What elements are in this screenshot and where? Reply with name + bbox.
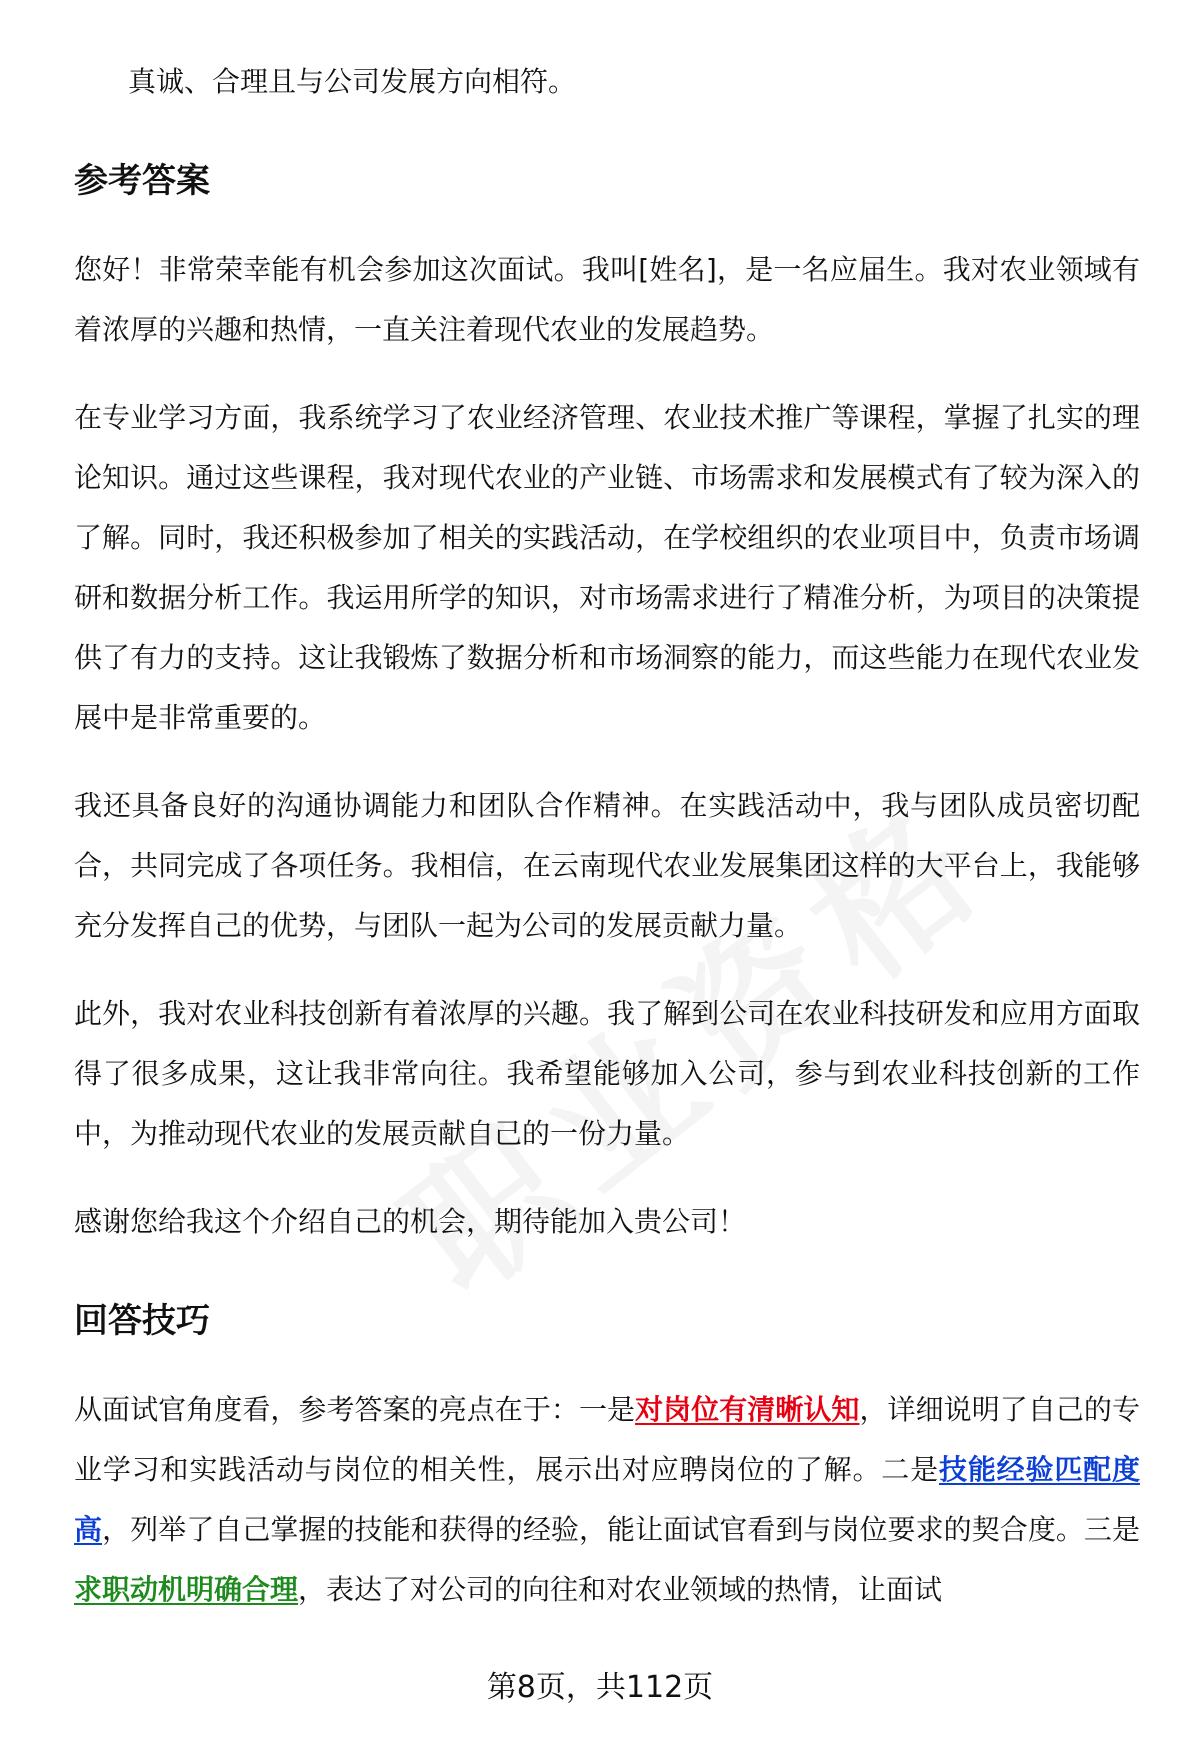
- section-heading-reference-answer: 参考答案: [74, 161, 210, 201]
- page-content: [74, 52, 1140, 1620]
- tips-text: ，列举了自己掌握的技能和获得的经验，能让面试官看到与岗位要求的契合度。三是: [102, 1513, 1140, 1546]
- highlight-skill-match: 技能经验匹配度高: [74, 1453, 1140, 1546]
- answer-paragraph: 感谢您给我这个介绍自己的机会，期待能加入贵公司！: [74, 1205, 747, 1238]
- page-number-footer: 第8页，共112页: [486, 1670, 714, 1705]
- tips-text: ，表达了对公司的向往和对农业领域的热情，让面试: [298, 1573, 943, 1606]
- tips-text: 从面试官角度看，参考答案的亮点在于：一是: [74, 1393, 636, 1426]
- answer-paragraph: 在专业学习方面，我系统学习了农业经济管理、农业技术推广等课程，掌握了扎实的理论知识。通过这些课程，我对现代农业的产业链、市场需求和发展模式有了较为深入的了解。同时，我还积极参加了相关的实践活动，在学校组织的农业项目中，负责市场调研和数据分析工作。我运用所学的知识，对市场需求进行了精准分析，为项目的决策提供了有力的支持。这让我锻炼了数据分析和市场洞察的能力，而这些能力在现代农业发展中是非常重要的。: [74, 401, 1140, 734]
- highlight-role-understanding: 对岗位有清晰认知: [635, 1393, 860, 1426]
- intro-fragment: 真诚、合理且与公司发展方向相符。: [128, 65, 577, 98]
- answer-paragraph: 我还具备良好的沟通协调能力和团队合作精神。在实践活动中，我与团队成员密切配合，共同完成了各项任务。我相信，在云南现代农业发展集团这样的大平台上，我能够充分发挥自己的优势，与团队一起为公司的发展贡献力量。: [74, 789, 1140, 942]
- tips-paragraph: [74, 1380, 1140, 1620]
- answer-paragraph: 此外，我对农业科技创新有着浓厚的兴趣。我了解到公司在农业科技研发和应用方面取得了很多成果，这让我非常向往。我希望能够加入公司，参与到农业科技创新的工作中，为推动现代农业的发展贡献自己的一份力量。: [74, 997, 1140, 1150]
- section-heading-answer-tips: 回答技巧: [74, 1301, 210, 1341]
- answer-paragraph: 您好！非常荣幸能有机会参加这次面试。我叫[姓名]，是一名应届生。我对农业领域有着浓厚的兴趣和热情，一直关注着现代农业的发展趋势。: [74, 253, 1140, 346]
- tips-text: ，详细说明了自己的专业学习和实践活动与岗位的相关性，展示出对应聘岗位的了解。二是: [74, 1393, 1140, 1486]
- highlight-motivation: 求职动机明确合理: [74, 1573, 299, 1606]
